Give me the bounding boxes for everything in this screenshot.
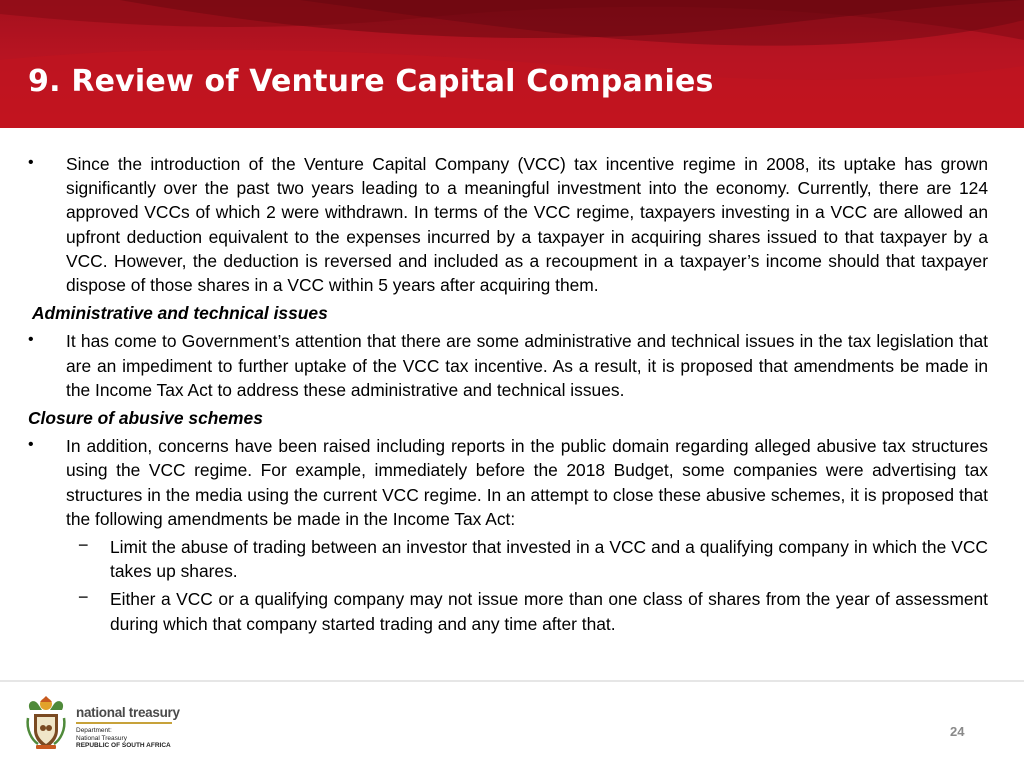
sub-item-text: Limit the abuse of trading between an investor that invested in a VCC and a qualifying company in which the VCC takes up shares. [110, 537, 988, 582]
bullet-text: It has come to Government’s attention that there are some administrative and technical issues in the tax legislation that are an impediment to further uptake of the VCC tax incentive. As a result, it is proposed that amendments be made in the Income Tax Act to address these administrative and technical issues. [66, 331, 988, 400]
bullet-icon: • [28, 436, 34, 454]
bullet-text: In addition, concerns have been raised including reports in the public domain regarding alleged abusive tax structures using the VCC regime. For example, immediately before the 2018 Budget, some companies were advertising tax structures in the media using the current VCC regime. In an attempt to close these abusive schemes, it is proposed that the following amendments be made in the Income Tax Act: [66, 436, 988, 529]
bullet-icon: • [28, 331, 34, 349]
footer-divider [0, 680, 1024, 682]
bullet-paragraph [28, 329, 988, 402]
slide-header [0, 0, 1024, 128]
bullet-paragraph [28, 152, 988, 297]
logo-brand-name: national treasury [76, 705, 180, 720]
sub-item [28, 587, 988, 635]
dash-icon: − [78, 587, 89, 608]
logo-department-label: Department: [76, 727, 112, 734]
national-treasury-logo [24, 696, 184, 756]
sub-item-text: Either a VCC or a qualifying company may not issue more than one class of shares from the year of assessment during which that company started trading and any time after that. [110, 589, 988, 634]
slide-title: 9. Review of Venture Capital Companies [28, 64, 714, 99]
sub-item-list [28, 535, 988, 636]
bullet-text: Since the introduction of the Venture Capital Company (VCC) tax incentive regime in 2008, its uptake has grown significantly over the past two years leading to a meaningful investment into the economy. Currently, there are 124 approved VCCs of which 2 were withdrawn. In terms of the VCC regime, taxpayers investing in a VCC are allowed an upfront deduction equivalent to the expenses incurred by a taxpayer in acquiring shares issued to that taxpayer by a VCC. However, the deduction is reversed and included as a recoupment in a taxpayer’s income should that taxpayer dispose of those shares in a VCC within 5 years after acquiring them. [66, 154, 988, 296]
slide-body [28, 152, 988, 640]
logo-country: REPUBLIC OF SOUTH AFRICA [76, 742, 171, 749]
dash-icon: − [78, 535, 89, 556]
bullet-icon: • [28, 154, 34, 171]
page-number: 24 [950, 724, 965, 739]
logo-text-block [76, 706, 180, 750]
section-heading-closure: Closure of abusive schemes [28, 408, 263, 429]
logo-department-name: National Treasury [76, 734, 127, 742]
sub-item [28, 535, 988, 583]
coat-of-arms-icon [24, 696, 68, 750]
logo-rule [76, 722, 172, 724]
section-heading-admin: Administrative and technical issues [32, 303, 328, 324]
bullet-paragraph [28, 434, 988, 531]
